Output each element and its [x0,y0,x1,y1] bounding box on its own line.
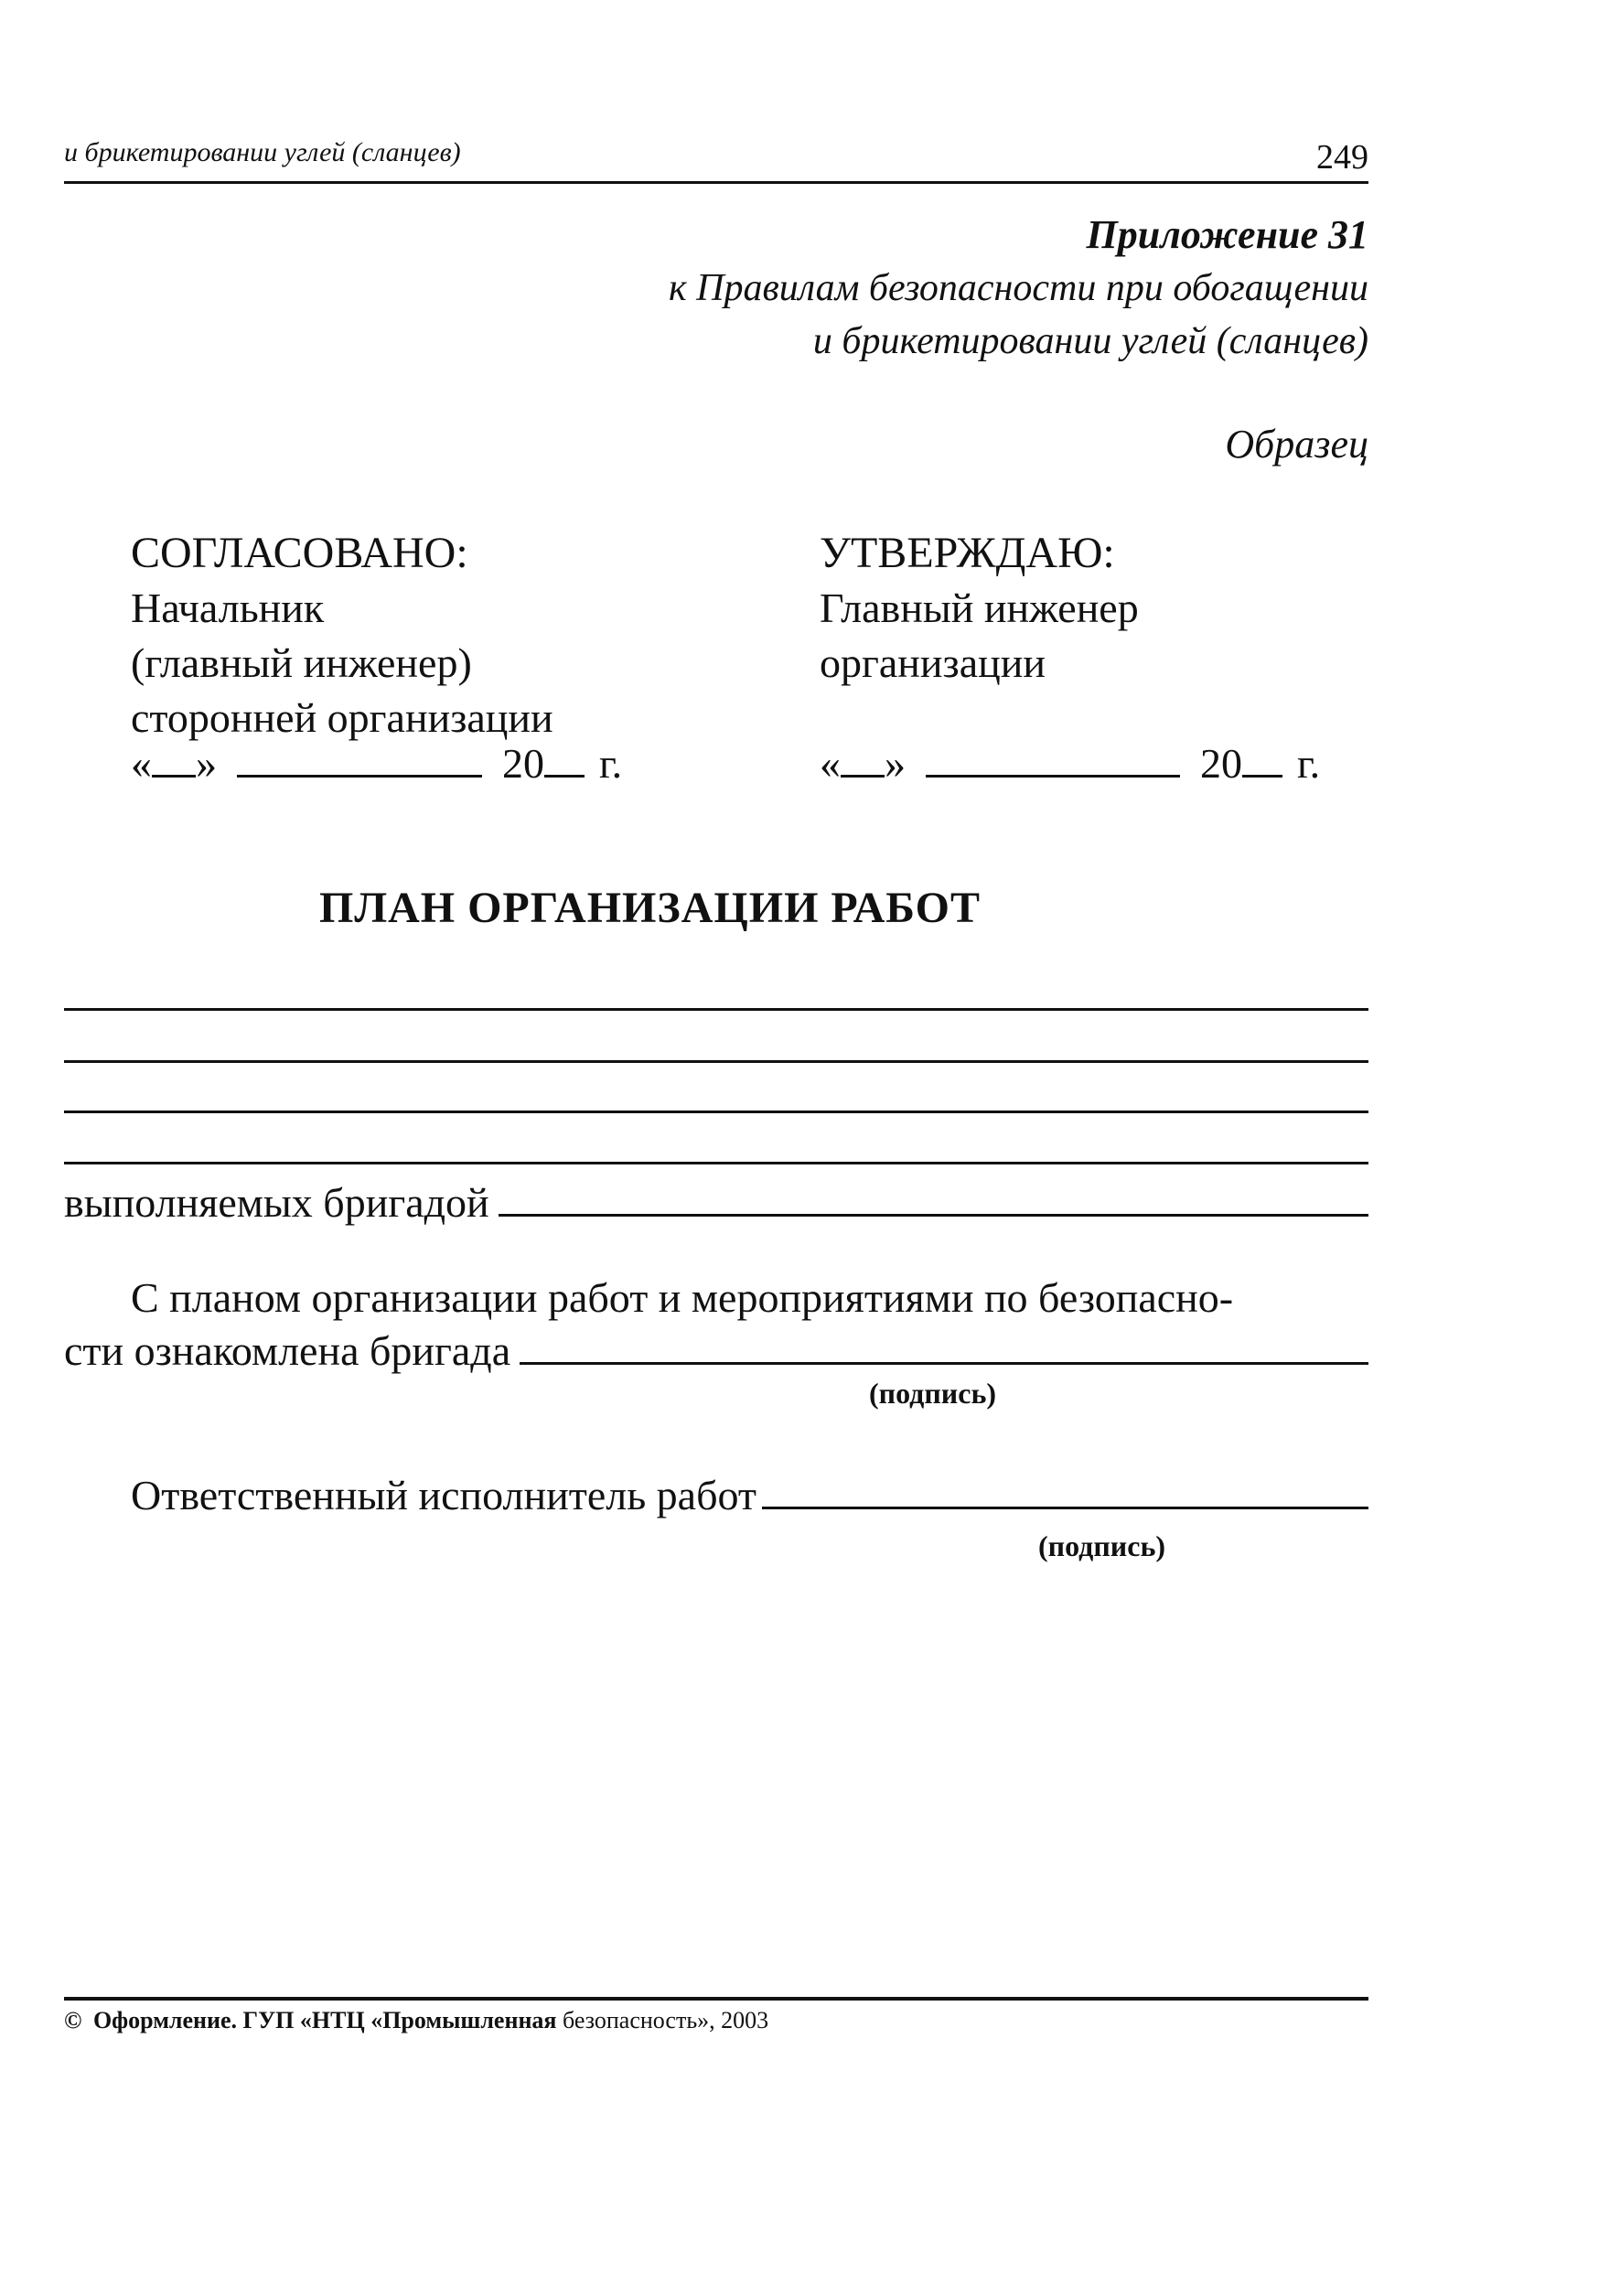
signature-caption-brigade: (подпись) [869,1377,997,1410]
header-rule [64,181,1368,184]
agreed-heading: СОГЛАСОВАНО: [131,529,468,577]
agreed-line-1: Начальник [131,585,325,631]
acknowledgement-label: сти ознакомлена бригада [64,1327,511,1374]
brigade-label: выполняемых бригадой [64,1179,489,1226]
approve-heading: УТВЕРЖДАЮ: [820,529,1115,577]
signature-caption-responsible: (подпись) [1038,1529,1166,1562]
approve-line-1: Главный инженер [820,585,1139,631]
approve-date-field[interactable] [820,739,1320,788]
year-blank[interactable] [1242,744,1282,778]
fill-line-1[interactable] [64,1008,1368,1011]
month-blank[interactable] [926,744,1180,778]
approval-agreed-block [131,526,553,746]
date-quote-close: » [885,740,906,787]
fill-line-2[interactable] [64,1060,1368,1063]
fill-line-3[interactable] [64,1110,1368,1113]
brigade-signature-blank[interactable] [520,1329,1368,1365]
brigade-blank[interactable] [499,1181,1368,1217]
plan-title [0,883,1620,933]
approval-approve-block [820,526,1139,691]
year-blank[interactable] [544,744,585,778]
appendix-line-2: и брикетировании углей (сланцев) [812,320,1368,362]
appendix-title: Приложение 31 [1086,212,1368,257]
year-prefix: 20 [1200,740,1242,787]
appendix-reference [669,209,1368,368]
sample-label: Образец [1225,422,1368,467]
responsible-label: Ответственный исполнитель работ [131,1472,757,1518]
plan-title-text: ПЛАН ОРГАНИЗАЦИИ РАБОТ [318,884,981,932]
month-blank[interactable] [237,744,482,778]
appendix-line-1: к Правилам безопасности при обогащении [669,267,1368,309]
date-quote-open: « [820,740,841,787]
year-suffix: г. [599,740,623,787]
acknowledgement-line-2 [64,1325,1368,1378]
fill-line-4[interactable] [64,1162,1368,1164]
day-blank[interactable] [841,744,885,778]
year-suffix: г. [1297,740,1321,787]
footer-copyright [64,2007,768,2034]
footer-text-regular: безопасность», 2003 [563,2007,769,2033]
page-number: 249 [1316,138,1368,177]
brigade-field [64,1178,1368,1227]
acknowledgement-line-1: С планом организации работ и мероприятиями по безопасно- [131,1274,1234,1321]
acknowledgement-block [64,1271,1368,1378]
footer-rule [64,1997,1368,2001]
agreed-date-field[interactable] [131,739,622,788]
year-prefix: 20 [502,740,544,787]
copyright-icon: © [64,2007,82,2033]
responsible-signature-blank[interactable] [762,1474,1368,1509]
responsible-field [131,1471,1368,1519]
date-quote-close: » [196,740,217,787]
agreed-line-2: (главный инженер) [131,639,472,686]
approve-line-2: организации [820,639,1046,686]
day-blank[interactable] [152,744,196,778]
agreed-line-3: сторонней организации [131,694,553,741]
running-title: и брикетировании углей (сланцев) [64,137,461,167]
date-quote-open: « [131,740,152,787]
footer-text-bold: Оформление. ГУП «НТЦ «Промышленная [92,2007,557,2033]
